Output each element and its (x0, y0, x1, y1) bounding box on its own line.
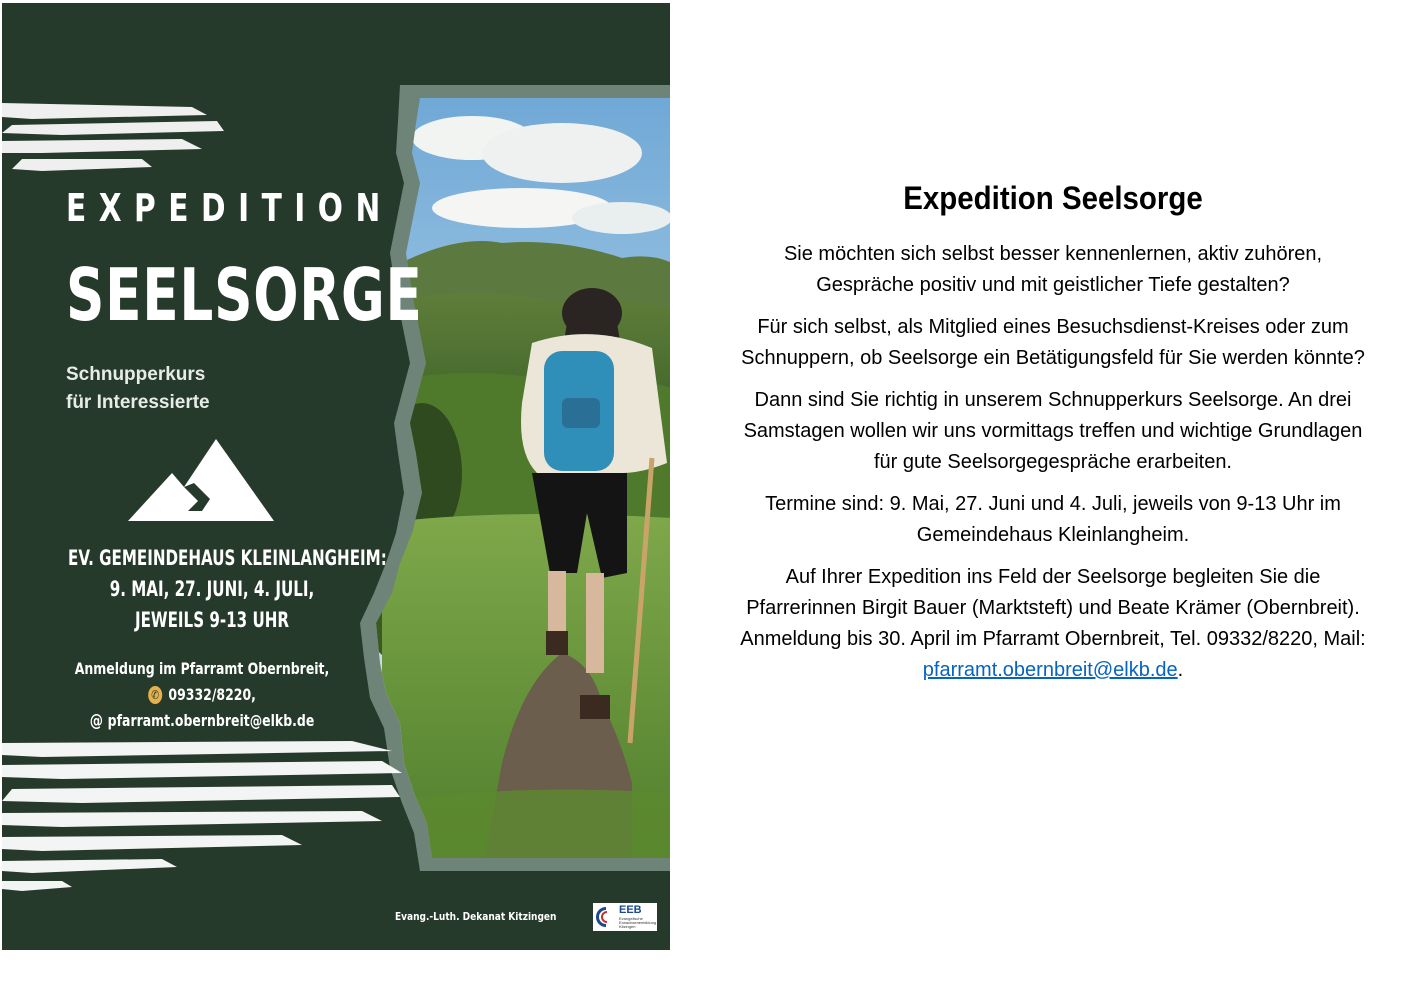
poster-text-block (2, 3, 422, 950)
poster-subtitle (66, 361, 210, 417)
poster-date-list: 9. MAI, 27. JUNI, 4. JULI, (109, 577, 315, 601)
poster-subtitle-line2: für Interessierte (66, 392, 210, 413)
article-paragraph-5 (735, 562, 1371, 686)
article-paragraph-5-text: Auf Ihrer Expedition ins Feld der Seelsorge begleiten Sie die Pfarrerinnen Birgit Bauer (Marktsteft) und Beate Krämer (Obernbreit). Anmeldung bis 30. April im Pfarramt Obernbreit, Tel. 09332/8220, Mail: (740, 566, 1366, 650)
eeb-logo (593, 903, 657, 931)
article (735, 180, 1371, 697)
poster-footer: Evang.-Luth. Dekanat Kitzingen (395, 910, 557, 923)
poster-dates (68, 543, 387, 636)
article-paragraph-5-end: . (1177, 659, 1184, 681)
logo-label: EEB (619, 904, 642, 916)
poster-title-line2: SEELSORGE (66, 253, 423, 337)
article-title: Expedition Seelsorge (903, 180, 1203, 216)
poster-registration: Anmeldung im Pfarramt Obernbreit, (74, 659, 330, 678)
phone-icon: ✆ (148, 686, 162, 704)
poster-phone: 09332/8220, (168, 685, 256, 704)
logo-arc-inner-icon (601, 911, 613, 923)
poster-flyer (2, 3, 670, 950)
article-paragraph-1: Sie möchten sich selbst besser kennenlernen, aktiv zuhören, Gespräche positiv und mit geistlicher Tiefe gestalten? (783, 243, 1323, 296)
email-link[interactable]: pfarramt.obernbreit@elkb.de (922, 659, 1178, 681)
article-paragraph-2: Für sich selbst, als Mitglied eines Besuchsdienst-Kreises oder zum Schnuppern, ob Seelsorge ein Betätigungsfeld für Sie werden könnte? (741, 316, 1365, 369)
article-paragraph-3: Dann sind Sie richtig in unserem Schnupperkurs Seelsorge. An drei Samstagen wollen wir uns vormittags treffen und wichtige Grundlagen für gute Seelsorgegespräche erarbeiten. (743, 389, 1363, 473)
poster-email: pfarramt.obernbreit@elkb.de (107, 711, 315, 730)
article-paragraph-4: Termine sind: 9. Mai, 27. Juni und 4. Juli, jeweils von 9-13 Uhr im Gemeindehaus Kleinlangheim. (765, 493, 1341, 546)
poster-location: EV. GEMEINDEHAUS KLEINLANGHEIM: (68, 546, 387, 570)
mountain-icon (128, 437, 276, 523)
poster-title-line1: EXPEDITION (66, 186, 393, 230)
poster-time: JEWEILS 9-13 UHR (134, 608, 290, 632)
at-icon: @ (89, 711, 103, 731)
poster-contact (62, 656, 343, 734)
logo-subtext: Evangelische Erwachsenenbildung Kitzingen (619, 916, 657, 929)
poster-subtitle-line1: Schnupperkurs (66, 364, 206, 385)
